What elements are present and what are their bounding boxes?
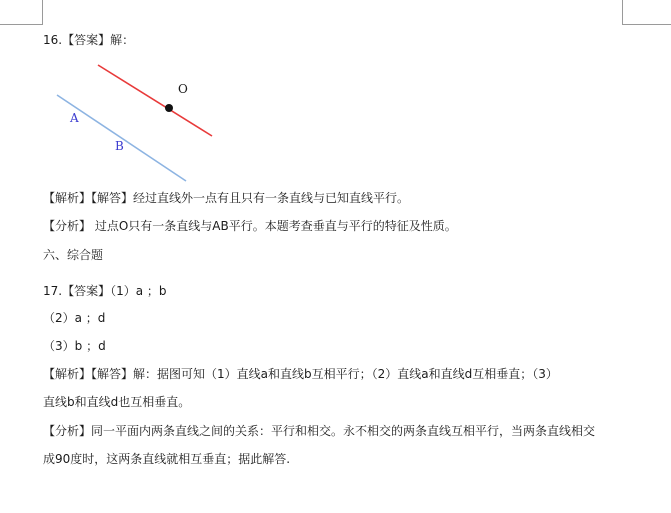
line-through-o (98, 65, 212, 136)
answer-17-heading: 17.【答案】（1）a ；b (43, 284, 167, 298)
parallel-lines-svg (52, 58, 222, 186)
page-corner-mark-top-left (0, 0, 43, 25)
explanation-17-line-2: 成90度时，这两条直线就相互垂直；据此解答. (43, 452, 291, 466)
label-b: B (115, 139, 124, 153)
parallel-lines-figure (52, 58, 222, 186)
label-a: A (70, 111, 79, 125)
explanation-17-line-1: 【分析】同一平面内两条直线之间的关系：平行和相交。永不相交的两条直线互相平行，当两条直线相交 (43, 424, 596, 438)
explanation-16: 【分析】 过点O只有一条直线与AB平行。本题考查垂直与平行的特征及性质。 (43, 219, 457, 233)
answer-16-heading: 16.【答案】解： (43, 33, 135, 47)
analysis-17-line-2: 直线b和直线d也互相垂直。 (43, 395, 191, 409)
page-corner-mark-top-right (622, 0, 671, 25)
label-o: O (178, 82, 188, 96)
analysis-17-line-1: 【解析】【解答】解：据图可知（1）直线a和直线b互相平行；（2）直线a和直线d互相垂直；（3） (43, 367, 558, 381)
answer-17-part-3: （3）b ；d (43, 339, 106, 353)
answer-17-part-2: （2）a ；d (43, 311, 106, 325)
analysis-16: 【解析】【解答】经过直线外一点有且只有一条直线与已知直线平行。 (43, 191, 410, 205)
point-o (165, 104, 173, 112)
section-heading-comprehensive: 六、综合题 (43, 248, 104, 262)
